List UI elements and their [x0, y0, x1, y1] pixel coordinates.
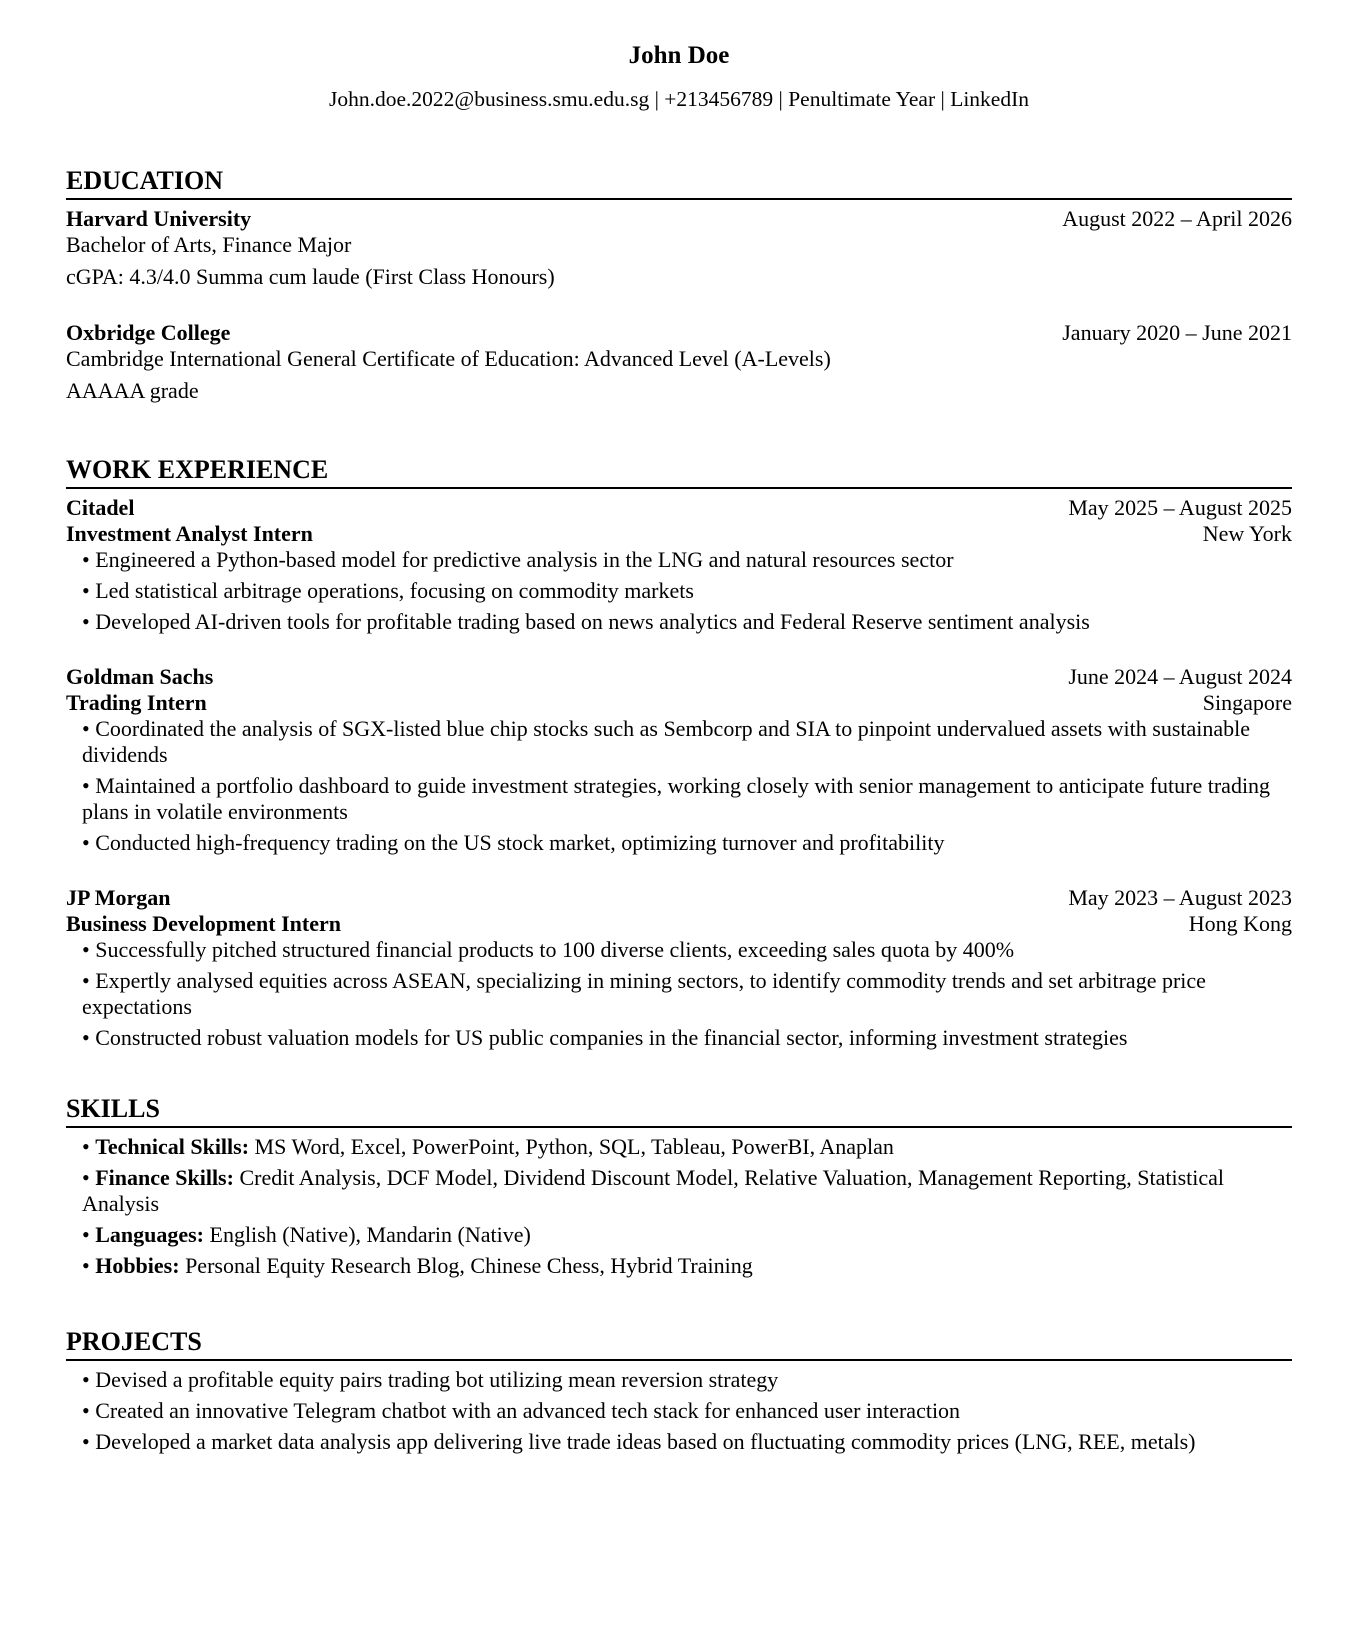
list-item: • Engineered a Python-based model for predictive analysis in the LNG and natural resources sector [82, 547, 954, 572]
work-dates: May 2023 – August 2023 [1068, 885, 1292, 910]
skill-item: • Hobbies: Personal Equity Research Blog, Chinese Chess, Hybrid Training [82, 1253, 753, 1278]
job-role: Trading Intern [66, 690, 207, 715]
linkedin-link[interactable]: LinkedIn [950, 87, 1029, 111]
year-of-study: Penultimate Year [788, 87, 936, 111]
school-name: Oxbridge College [66, 320, 231, 345]
skill-label: Finance Skills: [95, 1165, 234, 1190]
list-item: • Successfully pitched structured financial products to 100 diverse clients, exceeding sales quota by 400% [82, 937, 1015, 962]
school-name: Harvard University [66, 206, 252, 231]
projects-section [66, 1327, 1292, 1460]
company-name: Goldman Sachs [66, 664, 214, 689]
section-title-work: WORK EXPERIENCE [66, 455, 1292, 489]
phone-number: +213456789 [664, 87, 774, 111]
contact-line [66, 86, 1292, 112]
education-dates: January 2020 – June 2021 [1062, 320, 1292, 345]
work-entry [66, 664, 1292, 856]
skills-section [66, 1094, 1292, 1284]
education-entry [66, 320, 1292, 404]
work-dates: May 2025 – August 2025 [1068, 495, 1292, 520]
skill-value: English (Native), Mandarin (Native) [204, 1222, 531, 1247]
list-item: • Devised a profitable equity pairs trading bot utilizing mean reversion strategy [82, 1367, 779, 1392]
list-item: • Maintained a portfolio dashboard to guide investment strategies, working closely with senior management to anticipate future trading plans in volatile environments [82, 773, 1271, 824]
company-name: JP Morgan [66, 885, 171, 910]
section-title-education: EDUCATION [66, 166, 1292, 200]
education-dates: August 2022 – April 2026 [1062, 206, 1292, 231]
list-item: • Developed a market data analysis app delivering live trade ideas based on fluctuating commodity prices (LNG, REE, metals) [82, 1429, 1196, 1454]
skill-value: MS Word, Excel, PowerPoint, Python, SQL, Tableau, PowerBI, Anaplan [249, 1134, 894, 1159]
separator: | [935, 87, 951, 111]
degree: Bachelor of Arts, Finance Major [66, 232, 352, 257]
skill-label: Technical Skills: [95, 1134, 250, 1159]
job-role: Investment Analyst Intern [66, 521, 313, 546]
candidate-name: John Doe [628, 42, 730, 69]
job-location: Singapore [1202, 690, 1292, 715]
work-dates: June 2024 – August 2024 [1068, 664, 1292, 689]
list-item: • Expertly analysed equities across ASEAN, specializing in mining sectors, to identify commodity trends and set arbitrage price expectations [82, 968, 1206, 1019]
skill-label: Hobbies: [95, 1253, 180, 1278]
education-section [66, 166, 1292, 404]
work-entry [66, 885, 1292, 1051]
skill-item: • Technical Skills: MS Word, Excel, PowerPoint, Python, SQL, Tableau, PowerBI, Anaplan [82, 1134, 894, 1159]
skill-value: Credit Analysis, DCF Model, Dividend Discount Model, Relative Valuation, Management Reporting, Statistical Analysis [82, 1165, 1225, 1216]
separator: | [649, 87, 665, 111]
skill-item: • Finance Skills: Credit Analysis, DCF Model, Dividend Discount Model, Relative Valuation, Management Reporting, Statistical Analysis [82, 1165, 1225, 1216]
section-title-projects: PROJECTS [66, 1327, 1292, 1361]
section-title-skills: SKILLS [66, 1094, 1292, 1128]
job-location: New York [1202, 521, 1292, 546]
list-item: • Conducted high-frequency trading on the US stock market, optimizing turnover and profitability [82, 830, 945, 855]
list-item: • Coordinated the analysis of SGX-listed blue chip stocks such as Sembcorp and SIA to pinpoint undervalued assets with sustainable dividends [82, 716, 1251, 767]
degree: Cambridge International General Certificate of Education: Advanced Level (A-Levels) [66, 346, 831, 371]
education-detail: AAAAA grade [66, 378, 199, 403]
job-role: Business Development Intern [66, 911, 342, 936]
list-item: • Developed AI-driven tools for profitable trading based on news analytics and Federal Reserve sentiment analysis [82, 609, 1090, 634]
list-item: • Led statistical arbitrage operations, focusing on commodity markets [82, 578, 694, 603]
list-item: • Constructed robust valuation models for US public companies in the financial sector, informing investment strategies [82, 1025, 1128, 1050]
education-entry [66, 206, 1292, 290]
education-detail: cGPA: 4.3/4.0 Summa cum laude (First Class Honours) [66, 264, 555, 289]
list-item: • Created an innovative Telegram chatbot with an advanced tech stack for enhanced user interaction [82, 1398, 961, 1423]
work-section [66, 455, 1292, 1056]
skill-item: • Languages: English (Native), Mandarin (Native) [82, 1222, 531, 1247]
company-name: Citadel [66, 495, 135, 520]
email-link[interactable]: John.doe.2022@business.smu.edu.sg [329, 87, 650, 111]
job-location: Hong Kong [1188, 911, 1292, 936]
separator: | [773, 87, 789, 111]
skill-value: Personal Equity Research Blog, Chinese Chess, Hybrid Training [179, 1253, 753, 1278]
work-entry [66, 495, 1292, 635]
skill-label: Languages: [95, 1222, 204, 1247]
